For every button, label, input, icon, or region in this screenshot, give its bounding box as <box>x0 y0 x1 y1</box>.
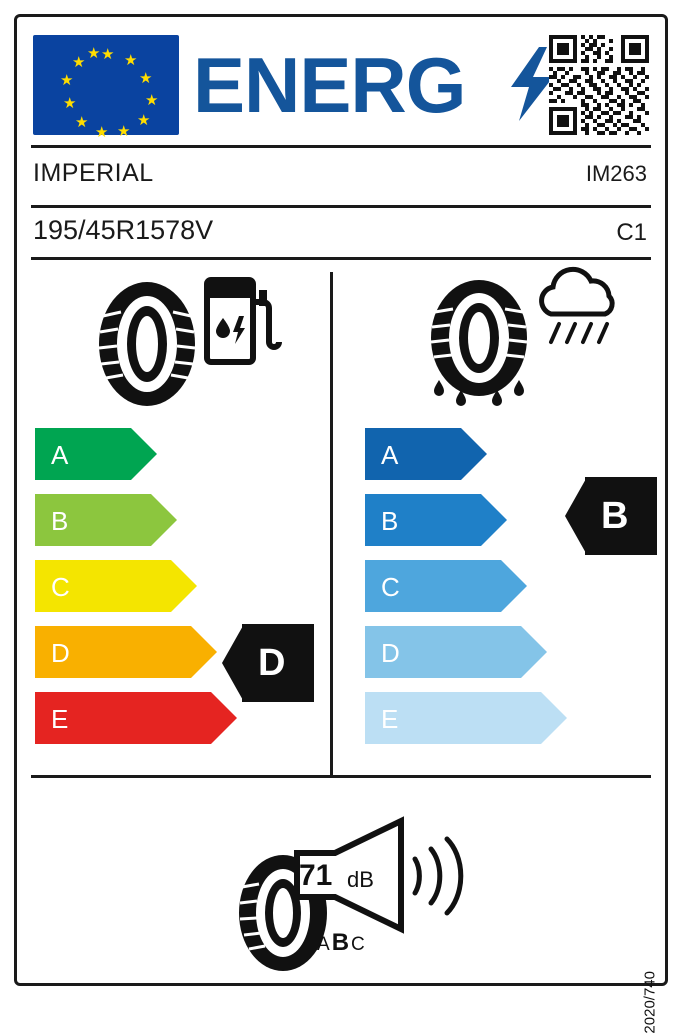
noise-class-a: A <box>317 934 332 955</box>
noise-unit: dB <box>347 867 374 892</box>
grade-letter: B <box>51 506 69 536</box>
noise-class-b: B <box>331 929 352 956</box>
tyre-wet-icon <box>427 280 531 408</box>
grade-letter: A <box>381 440 399 470</box>
wet-grip-rating-pointer <box>565 477 657 555</box>
grade-letter: E <box>51 704 69 734</box>
label-header <box>17 17 665 145</box>
grade-letter: D <box>51 638 70 668</box>
eu-flag-icon: ★ ★ ★ ★ ★ ★ ★ ★ ★ ★ ★ ★ <box>33 35 179 135</box>
rating-letter: D <box>258 642 286 684</box>
divider-noise <box>31 775 651 778</box>
noise-class-scale <box>317 929 367 957</box>
noise-class-c: C <box>351 934 367 955</box>
grade-letter: B <box>381 506 399 536</box>
tyre-icon <box>95 280 199 408</box>
ratings-section <box>17 262 665 782</box>
rating-letter: B <box>601 495 629 537</box>
energy-label-frame <box>14 14 668 1034</box>
brand-name: IMPERIAL <box>33 159 154 187</box>
grade-letter: E <box>381 704 399 734</box>
divider-size <box>31 257 651 260</box>
rain-cloud-icon <box>529 266 625 362</box>
grade-letter: C <box>381 572 400 602</box>
tyre-class: C1 <box>616 219 647 246</box>
brand-row <box>17 147 665 203</box>
qr-code-icon <box>549 35 649 135</box>
section-divider-vertical <box>330 272 333 777</box>
tyre-size: 195/45R1578V <box>33 215 214 245</box>
regulation-number: 2020/740 <box>642 971 659 1034</box>
size-row <box>17 207 665 259</box>
fuel-pump-icon <box>203 274 275 366</box>
grade-letter: C <box>51 572 70 602</box>
grade-letter: A <box>51 440 69 470</box>
page-title: ENERG <box>193 41 466 129</box>
model-code: IM263 <box>585 161 647 186</box>
lightning-bolt-icon <box>509 47 553 121</box>
fuel-efficiency-rating-pointer <box>222 624 314 702</box>
grade-letter: D <box>381 638 400 668</box>
noise-value: 71 <box>299 859 333 892</box>
